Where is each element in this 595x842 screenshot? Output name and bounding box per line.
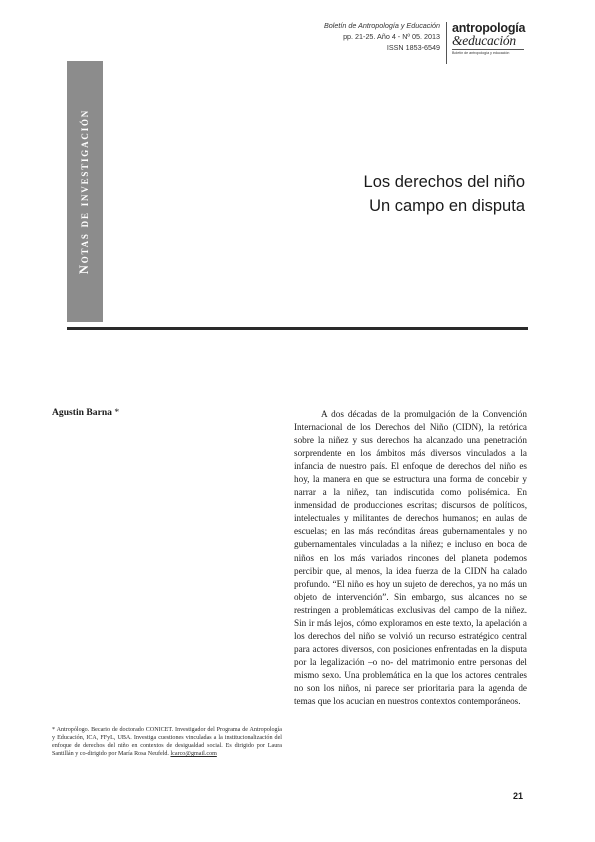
author-footnote xyxy=(52,726,282,758)
footnote-text: * Antropólogo. Becario de doctorado CONICET. Investigador del Programa de Antropología y Educación, ICA, FFyL, UBA. Investiga cuestiones vinculadas a la institucionalización del enfoque de derechos del niño en contextos de desigualdad social. Es dirigido por Laura Santillán y co-dirigido por María Rosa Neufeld. xyxy=(52,727,282,758)
journal-name: Boletín de Antropología y Educación xyxy=(323,21,440,30)
pages-issue: pp. 21-25. Año 4 - Nº 05. 2013 xyxy=(343,32,440,41)
section-label: Notas de investigación xyxy=(77,108,92,275)
author-name: Agustin Barna xyxy=(52,407,112,418)
logo-line-3: Boletín de antropología y educación xyxy=(452,49,524,55)
issn: ISSN 1853-6549 xyxy=(386,43,440,52)
abstract-paragraph: A dos décadas de la promulgación de la Convención Internacional de los Derechos del Niño (CIDN), la retórica sobre la niñez y sus derechos ha alcanzado una penetración sorprendente en los ámbitos más diversos vinculados a la infancia de nuestro país. El enfoque de derechos del niño es hoy, la manera en que se estructura una forma de concebir y narrar a la niñez, tan indiscutida como polisémica. En inmensidad de producciones escritas; discursos de políticos, intelectuales y militantes de derechos humanos; en aulas de escuelas; en las más recónditas áreas gubernamentales y no gubernamentales vinculadas a la niñez; e incluso en boca de niños en los más variados rincones del planeta podemos percibir que, al menos, la idea fuerza de la CIDN ha calado profundo. “El niño es hoy un sujeto de derechos, ya no más un objeto de intervención”. Sin embargo, sus alcances no se restringen a problemáticas exclusivas del campo de la niñez. Sin ir más lejos, cómo exploramos en este texto, la apelación a los derechos del niño se volvió un recurso estratégico central para actores diversos, con posiciones enfrentadas en la disputa por la legalización –o no- del matrimonio entre personas del mismo sexo. Una problemática en la que los actores centrales no son los niños, ni parece ser prioritaria para la agenda de temas que los acucian en nuestros contextos contemporáneos. xyxy=(294,409,527,707)
page-number: 21 xyxy=(512,791,523,801)
journal-header xyxy=(200,20,440,53)
header-divider xyxy=(446,22,447,64)
article-title xyxy=(364,170,525,218)
title-line-1: Los derechos del niño xyxy=(363,173,525,191)
author-footnote-mark: * xyxy=(111,407,120,418)
footnote-email-link[interactable]: lcarco@gmail.com xyxy=(170,751,217,758)
logo-line-1: antropología xyxy=(452,21,526,35)
logo-line-2: &educación xyxy=(452,33,516,48)
horizontal-rule xyxy=(67,327,528,330)
journal-logo xyxy=(452,22,562,55)
author xyxy=(52,407,119,418)
title-line-2: Un campo en disputa xyxy=(369,197,525,215)
section-band xyxy=(67,61,103,322)
